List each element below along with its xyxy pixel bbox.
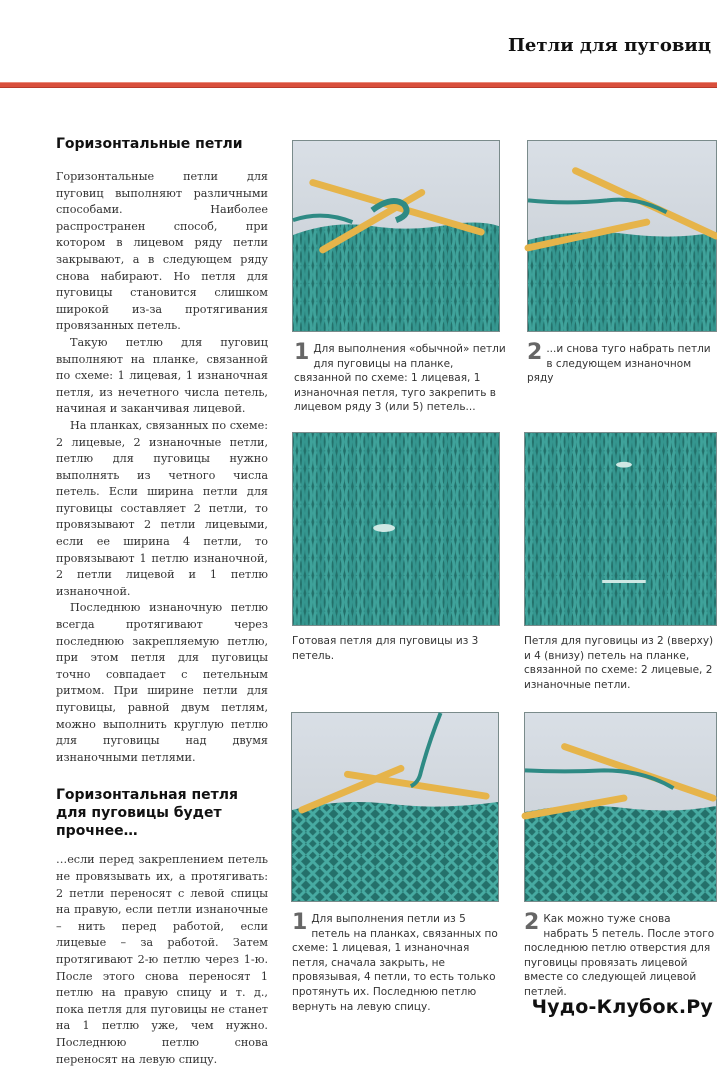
caption-2-and-4-loops bbox=[524, 634, 716, 692]
paragraph: На планках, связанных по схеме: 2 лицевые, 2 изнаночные петли, петлю для пуговицы нужно выполнять из четного числа петель. Если ширина петли для пуговицы составляет 2 петли, то провязывают 2 петли лицевыми, если ее ширина 4 петли, то провязывают 1 петлю изнаночной, 2 петли лицевой и 1 петлю изнаночной. bbox=[56, 418, 268, 598]
caption-text: Для выполнения петли из 5 петель на планках, связанных по схеме: 1 лицевая, 1 изнаночная петля, сначала закрыть, не провязывая, 4 петли, то есть только протянуть их. Последнюю петлю вернуть на левую спицу. bbox=[292, 913, 498, 1013]
step-number: 2 bbox=[527, 340, 543, 365]
caption-step2-bottom bbox=[524, 912, 716, 1000]
section2-body bbox=[56, 852, 268, 1068]
photo-2-and-4-stitch-buttonholes bbox=[524, 432, 717, 626]
caption-text: Как можно туже снова набрать 5 петель. После этого последнюю петлю отверстия для пуговицы провязать лицевой вместе со следующей лицевой петлей. bbox=[524, 913, 715, 998]
paragraph: Такую петлю для пуговиц выполняют на планке, связанной по схеме: 1 лицевая, 1 изнаночная петля, из нечетного числа петель, начиная и заканчивая лицевой. bbox=[56, 335, 268, 416]
step-number: 2 bbox=[524, 910, 540, 935]
caption-text: Готовая петля для пуговицы из 3 петель. bbox=[292, 635, 479, 662]
caption-step2-top bbox=[527, 342, 715, 386]
caption-text: Для выполнения «обычной» петли для пуговицы на планке, связанной по схеме: 1 лицевая, 1 изнаночная петля, туго закрепить в лицевом ряду 3 (или 5) петель... bbox=[294, 343, 506, 414]
photo-finished-3-stitch-buttonhole bbox=[292, 432, 500, 626]
caption-text: ...и снова туго набрать петли в следующем изнаночном ряду bbox=[527, 343, 711, 385]
header-rule bbox=[0, 82, 717, 88]
section-heading-stronger-loop: Горизонтальная петля для пуговицы будет прочнее… bbox=[56, 787, 238, 840]
caption-finished-loop bbox=[292, 634, 500, 663]
step-number: 1 bbox=[294, 340, 310, 365]
page-title: Петли для пуговиц bbox=[507, 35, 711, 56]
paragraph: Горизонтальные петли для пуговиц выполняют различными способами. Наиболее распространен способ, при котором в лицевом ряду петли закрывают, а в следующем ряду снова набирают. Но петля для пуговицы становится слишком широкой из-за протягивания провязанных петель. bbox=[56, 170, 268, 333]
paragraph: …если перед закреплением петель не провязывать их, а протягивать: 2 петли переносят с левой спицы на правую, если петли изнаночные – нить перед работой, если лицевые – за работой. Затем протягивают 2-ю петлю через 1-ю. После этого снова переносят 1 петлю на правую спицу и т. д., пока петля для пуговицы не станет на 1 петлю уже, чем нужно. Последнюю петлю снова переносят на левую спицу. bbox=[56, 853, 268, 1066]
caption-text: Петля для пуговицы из 2 (вверху) и 4 (внизу) петель на планке, связанной по схеме: 2 лицевые, 2 изнаночные петли. bbox=[524, 635, 714, 691]
caption-step1-top bbox=[294, 342, 506, 415]
caption-step1-bottom bbox=[292, 912, 502, 1014]
paragraph: Последнюю изнаночную петлю всегда протягивают через последнюю закрепляемую петлю, при этом петля для пуговицы точно совпадает с петельным ритмом. При ширине петли для пуговицы, равной двум петлям, можно выполнить круглую петлю для пуговицы над двумя изнаночными петлями. bbox=[56, 601, 268, 764]
section1-body bbox=[56, 169, 268, 766]
page-header bbox=[0, 0, 717, 80]
photo-step1-5-stitch-pulling bbox=[291, 712, 499, 902]
photo-step2-5-stitch-casting-on bbox=[524, 712, 717, 902]
section-heading-horizontal-loops: Горизонтальные петли bbox=[56, 136, 243, 152]
site-watermark: Чудо-Клубок.Ру bbox=[531, 996, 713, 1018]
left-text-column bbox=[56, 135, 268, 1068]
photo-step1-binding-off bbox=[292, 140, 500, 332]
step-number: 1 bbox=[292, 910, 308, 935]
photo-step2-casting-on bbox=[527, 140, 717, 332]
